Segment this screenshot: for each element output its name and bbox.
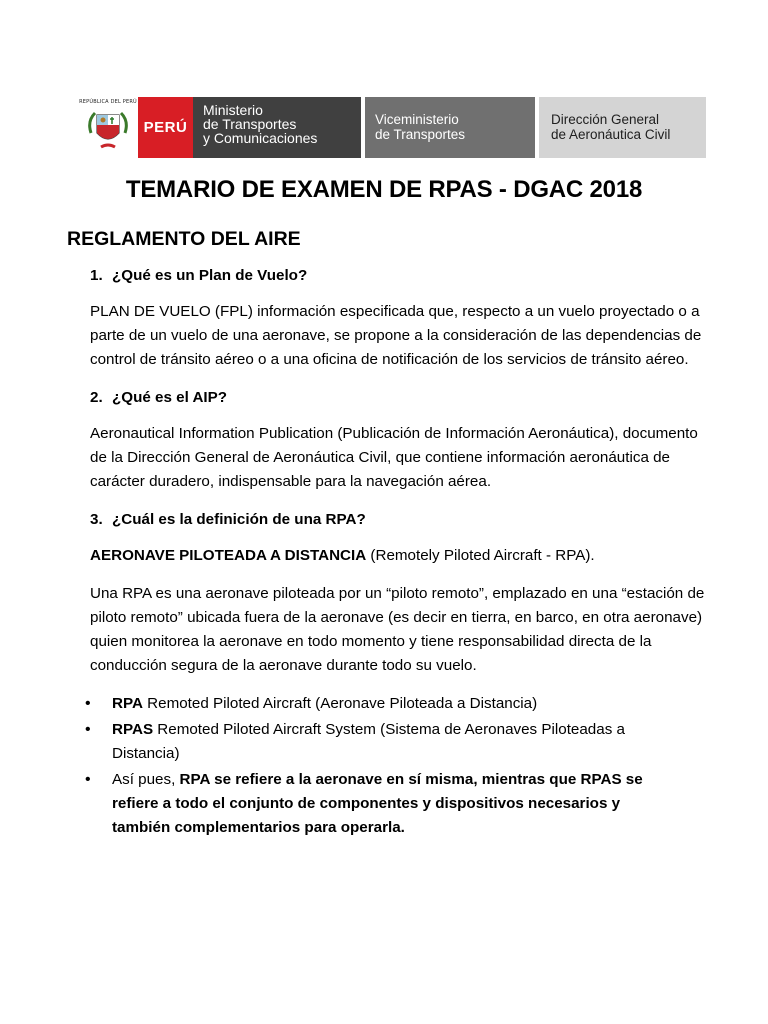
- peru-label: PERÚ: [138, 97, 193, 158]
- ministry-line-2: de Transportes: [203, 116, 297, 132]
- ministry-label: [193, 97, 361, 158]
- header-banner: [78, 97, 706, 158]
- question-2-text: ¿Qué es el AIP?: [112, 389, 228, 406]
- vice-ministry-label: [365, 97, 535, 158]
- answer-1: PLAN DE VUELO (FPL) información especificada que, respecto a un vuelo proyectado o a parte de un vuelo de una aeronave, se propone a la consideración de las dependencias de control de tránsito aéreo o a una oficina de notificación de los servicios de tránsito aéreo.: [90, 303, 702, 368]
- peru-coat-of-arms: [78, 97, 138, 158]
- ministry-line-1: Ministerio: [203, 102, 263, 118]
- coat-of-arms-icon: [83, 103, 133, 153]
- question-3: [90, 508, 710, 532]
- definition-3: [90, 544, 710, 568]
- answer-2: Aeronautical Information Publication (Publicación de Información Aeronáutica), documento de la Dirección General de Aeronáutica Civil, que contiene información aeronáutica de carácter duradero, indispensable para la navegación aérea.: [90, 425, 698, 490]
- seal-caption: REPÚBLICA DEL PERÚ: [79, 99, 137, 105]
- question-1-text: ¿Qué es un Plan de Vuelo?: [112, 267, 308, 284]
- bullet-3-bold: RPA se refiere a la aeronave en sí misma, mientras que RPAS se refiere a todo el conjunto de componentes y dispositivos necesarios y también complementarios para operarla.: [112, 771, 643, 836]
- question-3-number: 3.: [90, 511, 103, 528]
- dgac-line-2: de Aeronáutica Civil: [551, 127, 671, 142]
- question-2: [90, 386, 710, 410]
- dgac-label: [539, 97, 706, 158]
- ministry-line-3: y Comunicaciones: [203, 130, 318, 146]
- bullet-2-text: Remoted Piloted Aircraft System (Sistema de Aeronaves Piloteadas a Distancia): [112, 721, 625, 762]
- dgac-line-1: Dirección General: [551, 112, 660, 127]
- bullet-2-term: RPAS: [112, 721, 154, 738]
- question-1-number: 1.: [90, 267, 103, 284]
- section-heading: REGLAMENTO DEL AIRE: [67, 228, 301, 250]
- question-3-text: ¿Cuál es la definición de una RPA?: [112, 511, 366, 528]
- list-item: [112, 768, 682, 840]
- page-title: TEMARIO DE EXAMEN DE RPAS - DGAC 2018: [125, 176, 643, 203]
- answer-3: Una RPA es una aeronave piloteada por un “piloto remoto”, emplazado en una “estación de piloto remoto” ubicada fuera de la aeronave (es decir en tierra, en barco, en otra aeronave) quien monitorea la aeronave en todo momento y tiene responsabilidad directa de la conducción segura de la aeronave durante todo su vuelo.: [90, 585, 705, 674]
- bullet-1-text: Remoted Piloted Aircraft (Aeronave Piloteada a Distancia): [142, 695, 538, 712]
- rpa-bullet-list: [90, 692, 682, 840]
- definition-rest: (Remotely Piloted Aircraft - RPA).: [366, 547, 595, 564]
- bullet-3-prefix: Así pues,: [112, 771, 180, 788]
- question-2-number: 2.: [90, 389, 103, 406]
- definition-term: AERONAVE PILOTEADA A DISTANCIA: [90, 547, 367, 564]
- document-body: [90, 264, 710, 842]
- bullet-1-term: RPA: [112, 695, 143, 712]
- vice-ministry-line-1: Viceministerio: [375, 112, 459, 127]
- question-1: [90, 264, 710, 288]
- list-item: [112, 718, 682, 766]
- vice-ministry-line-2: de Transportes: [375, 127, 466, 142]
- list-item: [112, 692, 682, 716]
